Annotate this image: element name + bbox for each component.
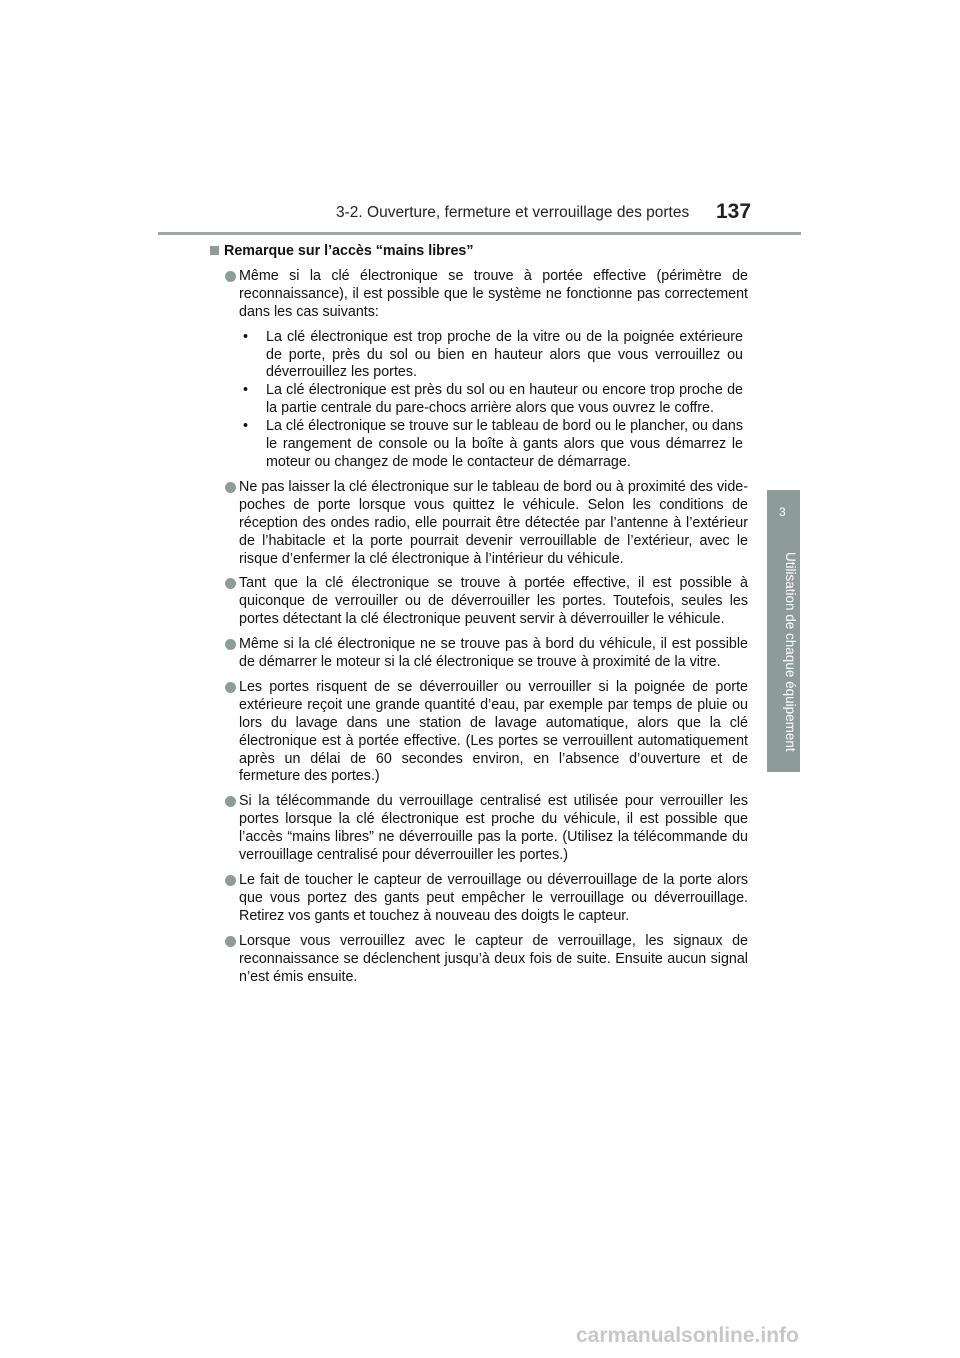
bullet-list: [224, 268, 748, 987]
sub-list: [239, 329, 748, 472]
round-bullet-icon: [225, 796, 236, 807]
bullet-text: Même si la clé électronique se trouve à portée effective (périmètre de reconnaissance), il est possible que le système ne fonctionne pas correctement dans les cas suivants:: [239, 267, 748, 320]
bullet-item: [224, 268, 748, 472]
bullet-text: Ne pas laisser la clé électronique sur le tableau de bord ou à proximité des vide-poches de porte lorsque vous quittez le véhicule. Selon les conditions de réception des ondes radio, elle pourrait être détectée par l’antenne à l’extérieur de l’habitacle et la porte pourrait devenir verrouillable de l’extérieur, avec le risque d’enfermer la clé électronique à l’intérieur du véhicule.: [239, 478, 748, 567]
bullet-text: Même si la clé électronique ne se trouve pas à bord du véhicule, il est possible de démarrer le moteur si la clé électronique se trouve à proximité de la vitre.: [239, 636, 748, 671]
sub-list-item: [239, 418, 743, 472]
section-heading-text: Remarque sur l’accès “mains libres”: [224, 243, 474, 259]
round-bullet-icon: [225, 639, 236, 650]
round-bullet-icon: [225, 482, 236, 493]
sub-bullet-marker: •: [243, 382, 249, 399]
main-content: [224, 243, 748, 993]
chapter-label: Utilisation de chaque équipement: [783, 552, 798, 752]
round-bullet-icon: [225, 271, 236, 282]
section-heading: [224, 243, 748, 261]
bullet-item: [224, 575, 748, 629]
bullet-text: Les portes risquent de se déverrouiller ou verrouiller si la poignée de porte extérieure reçoit une grande quantité d’eau, par exemple par temps de pluie ou lors du lavage dans une station de lavage automatique, alors que la clé électronique est à portée effective. (Les portes se verrouillent automatiquement après un délai de 60 secondes environ, en l’absence d’ouverture et de fermeture des portes.): [239, 678, 748, 785]
watermark: carmanualsonline.info: [576, 1324, 799, 1347]
round-bullet-icon: [225, 682, 236, 693]
chapter-number: 3: [779, 505, 786, 519]
square-bullet-icon: [210, 246, 219, 255]
page-number: 137: [716, 200, 752, 223]
bullet-item: [224, 933, 748, 987]
round-bullet-icon: [225, 578, 236, 589]
bullet-text: Le fait de toucher le capteur de verrouillage ou déverrouillage de la porte alors que vous portez des gants peut empêcher le verrouillage ou déverrouillage. Retirez vos gants et touchez à nouveau des doigts le capteur.: [239, 872, 748, 924]
bullet-text: Lorsque vous verrouillez avec le capteur de verrouillage, les signaux de reconnaissance se déclenchent jusqu’à deux fois de suite. Ensuite aucun signal n’est émis ensuite.: [239, 932, 748, 985]
header-section-title: 3-2. Ouverture, fermeture et verrouillage des portes: [336, 204, 690, 221]
bullet-item: [224, 479, 748, 569]
sub-bullet-marker: •: [243, 418, 249, 435]
round-bullet-icon: [225, 875, 236, 886]
sub-list-item: [239, 382, 743, 418]
round-bullet-icon: [225, 936, 236, 947]
sub-list-text: La clé électronique est près du sol ou en hauteur ou encore trop proche de la partie centrale du pare-chocs arrière alors que vous ouvrez le coffre.: [266, 382, 743, 417]
sub-list-text: La clé électronique est trop proche de la vitre ou de la poignée extérieure de porte, près du sol ou bien en hauteur alors que vous verrouillez ou déverrouillez les portes.: [266, 328, 743, 381]
bullet-text: Si la télécommande du verrouillage centralisé est utilisée pour verrouiller les portes lorsque la clé électronique est proche du véhicule, il est possible que l’accès “mains libres” ne déverrouille pas la porte. (Utilisez la télécommande du verrouillage centralisé pour déverrouiller les portes.): [239, 793, 748, 864]
sub-list-item: [239, 329, 743, 383]
bullet-item: [224, 793, 748, 865]
sub-bullet-marker: •: [243, 328, 249, 345]
header-divider: [158, 232, 801, 235]
sub-list-text: La clé électronique se trouve sur le tableau de bord ou le plancher, ou dans le rangement de console ou la boîte à gants alors que vous démarrez le moteur ou changez de mode le contacteur de démarrage.: [266, 418, 743, 470]
bullet-item: [224, 636, 748, 672]
bullet-item: [224, 679, 748, 786]
bullet-item: [224, 872, 748, 926]
bullet-text: Tant que la clé électronique se trouve à portée effective, il est possible à quiconque de verrouiller ou de déverrouiller les portes. Toutefois, seules les portes détectant la clé électronique peuvent servir à déverrouiller le véhicule.: [239, 575, 748, 628]
